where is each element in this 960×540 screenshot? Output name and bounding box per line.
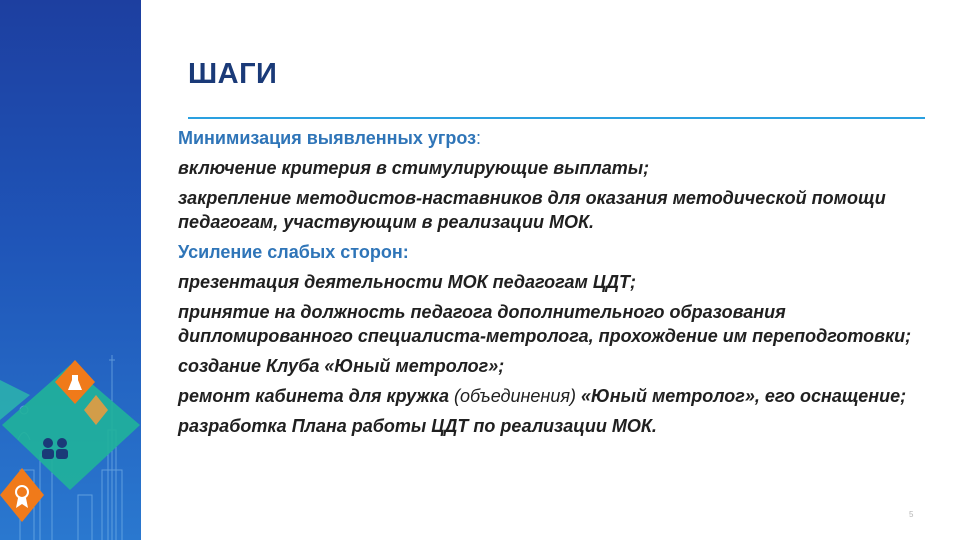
section-heading: Усиление слабых сторон: bbox=[178, 242, 409, 262]
list-item: разработка Плана работы ЦДТ по реализации МОК. bbox=[178, 416, 657, 436]
side-panel-graphic bbox=[0, 0, 141, 540]
page-number: 5 bbox=[909, 510, 914, 519]
list-item: закрепление методистов-наставников для оказания методической помощи педагогам, участвующим в реализации МОК. bbox=[178, 188, 886, 232]
section-heading: Минимизация выявленных угроз: bbox=[178, 128, 482, 148]
title-divider bbox=[188, 117, 925, 119]
orange-diamond-lower-shape bbox=[0, 468, 44, 522]
list-item: принятие на должность педагога дополнительного образования дипломированного специалиста-метролога, прохождение им переподготовки; bbox=[178, 302, 912, 346]
list-item: включение критерия в стимулирующие выплаты; bbox=[178, 158, 650, 178]
decorative-side-panel bbox=[0, 0, 141, 540]
slide-title: ШАГИ bbox=[188, 58, 278, 90]
slide-content bbox=[178, 126, 928, 444]
list-item: презентация деятельности МОК педагогам ЦДТ; bbox=[178, 272, 636, 292]
list-item: создание Клуба «Юный метролог»; bbox=[178, 356, 505, 376]
list-item: ремонт кабинета для кружка (объединения) «Юный метролог», его оснащение; bbox=[178, 386, 907, 406]
